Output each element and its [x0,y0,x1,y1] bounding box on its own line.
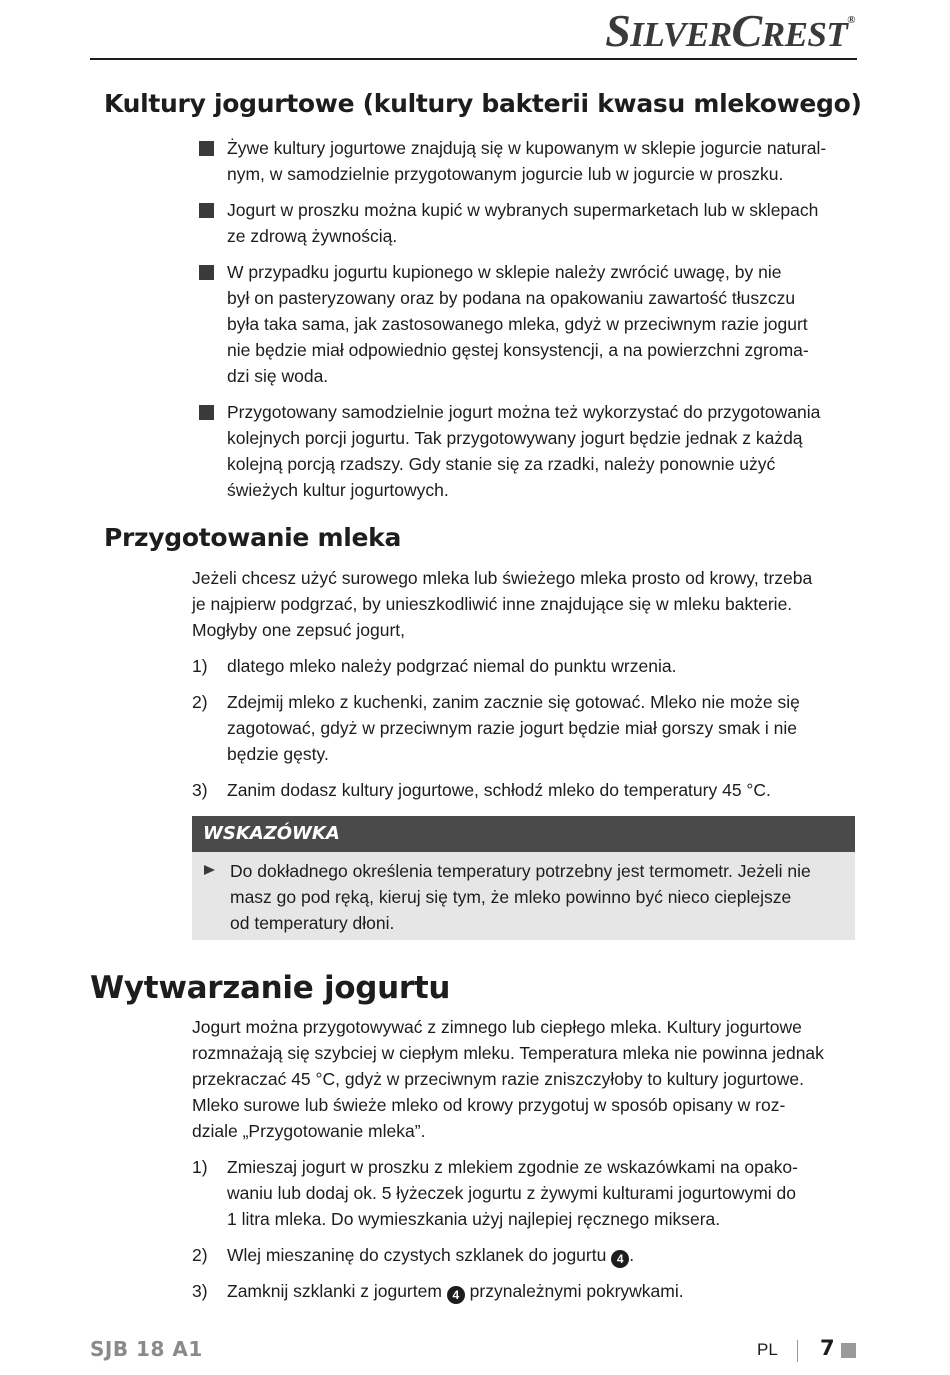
milk-preparation-text [192,565,857,803]
yogurt-cultures-list [192,135,857,503]
brand-logo: SILVERCREST® [605,5,855,56]
step-item: 1) Zmieszaj jogurt w proszku z mlekiem zgodnie ze wskazówkami na opako- waniu lub dodaj ok. 5 łyżeczek jogurtu z żywymi kulturami jogurtowymi do 1 litra mleka. Do wymieszkania użyj najlepiej ręcznego miksera. [192,1154,857,1232]
part-number-4-icon: 4 [611,1250,629,1268]
step-item: 1) dlatego mleko należy podgrzać niemal do punktu wrzenia. [192,653,857,679]
footer-divider [797,1340,798,1362]
step-item: 2) Wlej mieszaninę do czystych szklanek do jogurtu 4 . [192,1242,857,1268]
footer-language: PL [757,1340,778,1359]
square-bullet-icon [199,203,214,218]
step-number: 2) [192,1245,208,1265]
section-title-making-yogurt: Wytwarzanie jogurtu [90,970,451,1006]
intro-paragraph: Jeżeli chcesz użyć surowego mleka lub świeżego mleka prosto od krowy, trzeba je najpierw podgrzać, by unieszkodliwić inne znajdujące się w mleku bakterie. Mogłyby one zepsuć jogurt, [192,568,813,640]
list-item: Jogurt w proszku można kupić w wybranych supermarketach lub w sklepach ze zdrową żywnością. [192,197,857,249]
page-number: 7 [820,1336,835,1360]
header-rule [90,58,857,60]
hint-box [192,816,855,940]
square-bullet-icon [199,141,214,156]
step-number: 3) [192,780,208,800]
list-item: Żywe kultury jogurtowe znajdują się w kupowanym w sklepie jogurcie natural- nym, w samodzielnie przygotowanym jogurcie lub w jogurcie w proszku. [192,135,857,187]
step-item: 3) Zanim dodasz kultury jogurtowe, schłodź mleko do temperatury 45 °C. [192,777,857,803]
section-title-yogurt-cultures: Kultury jogurtowe (kultury bakterii kwasu mlekowego) [104,89,862,118]
list-item: W przypadku jogurtu kupionego w sklepie należy zwrócić uwagę, by nie był on pasteryzowany oraz by podana na opakowaniu zawartość tłuszczu była taka sama, jak zastosowanego mleka, gdyż w przeciwnym razie jogurt nie będzie miał odpowiednio gęstej konsystencji, a na powierzchni zgroma- dzi się woda. [192,259,857,389]
step-number: 1) [192,656,208,676]
list-item: Przygotowany samodzielnie jogurt można też wykorzystać do przygotowania kolejnych porcji jogurtu. Tak przygotowywany jogurt będzie jednak z każdą kolejną porcją rzadszy. Gdy stanie się za rzadki, należy ponownie użyć świeżych kultur jogurtowych. [192,399,857,503]
square-bullet-icon [199,405,214,420]
step-item: 3) Zamknij szklanki z jogurtem 4 przynależnymi pokrywkami. [192,1278,857,1304]
step-number: 3) [192,1281,208,1301]
footer-model-number: SJB 18 A1 [90,1337,203,1361]
triangle-arrow-icon [204,865,215,875]
step-item: 2) Zdejmij mleko z kuchenki, zanim zacznie się gotować. Mleko nie może się zagotować, gdyż w przeciwnym razie jogurt będzie miał gorszy smak i nie będzie gęsty. [192,689,857,767]
section-title-milk-preparation: Przygotowanie mleka [104,523,402,552]
footer-square-icon [841,1343,856,1358]
hint-heading: WSKAZÓWKA [192,816,855,852]
square-bullet-icon [199,265,214,280]
hint-body: Do dokładnego określenia temperatury potrzebny jest termometr. Jeżeli nie masz go pod ręką, kieruj się tym, że mleko powinno być nieco cieplejsze od temperatury dłoni. [192,852,855,936]
step-number: 2) [192,692,208,712]
intro-paragraph: Jogurt można przygotowywać z zimnego lub ciepłego mleka. Kultury jogurtowe rozmnażają się szybciej w ciepłym mleku. Temperatura mleka nie powinna jednak przekraczać 45 °C, gdyż w przeciwnym razie zniszczyłoby to kultury jogurtowe. Mleko surowe lub świeże mleko od krowy przygotuj w sposób opisany w roz- dziale „Przygotowanie mleka”. [192,1017,824,1141]
step-number: 1) [192,1157,208,1177]
making-yogurt-text [192,1014,857,1304]
part-number-4-icon: 4 [447,1286,465,1304]
